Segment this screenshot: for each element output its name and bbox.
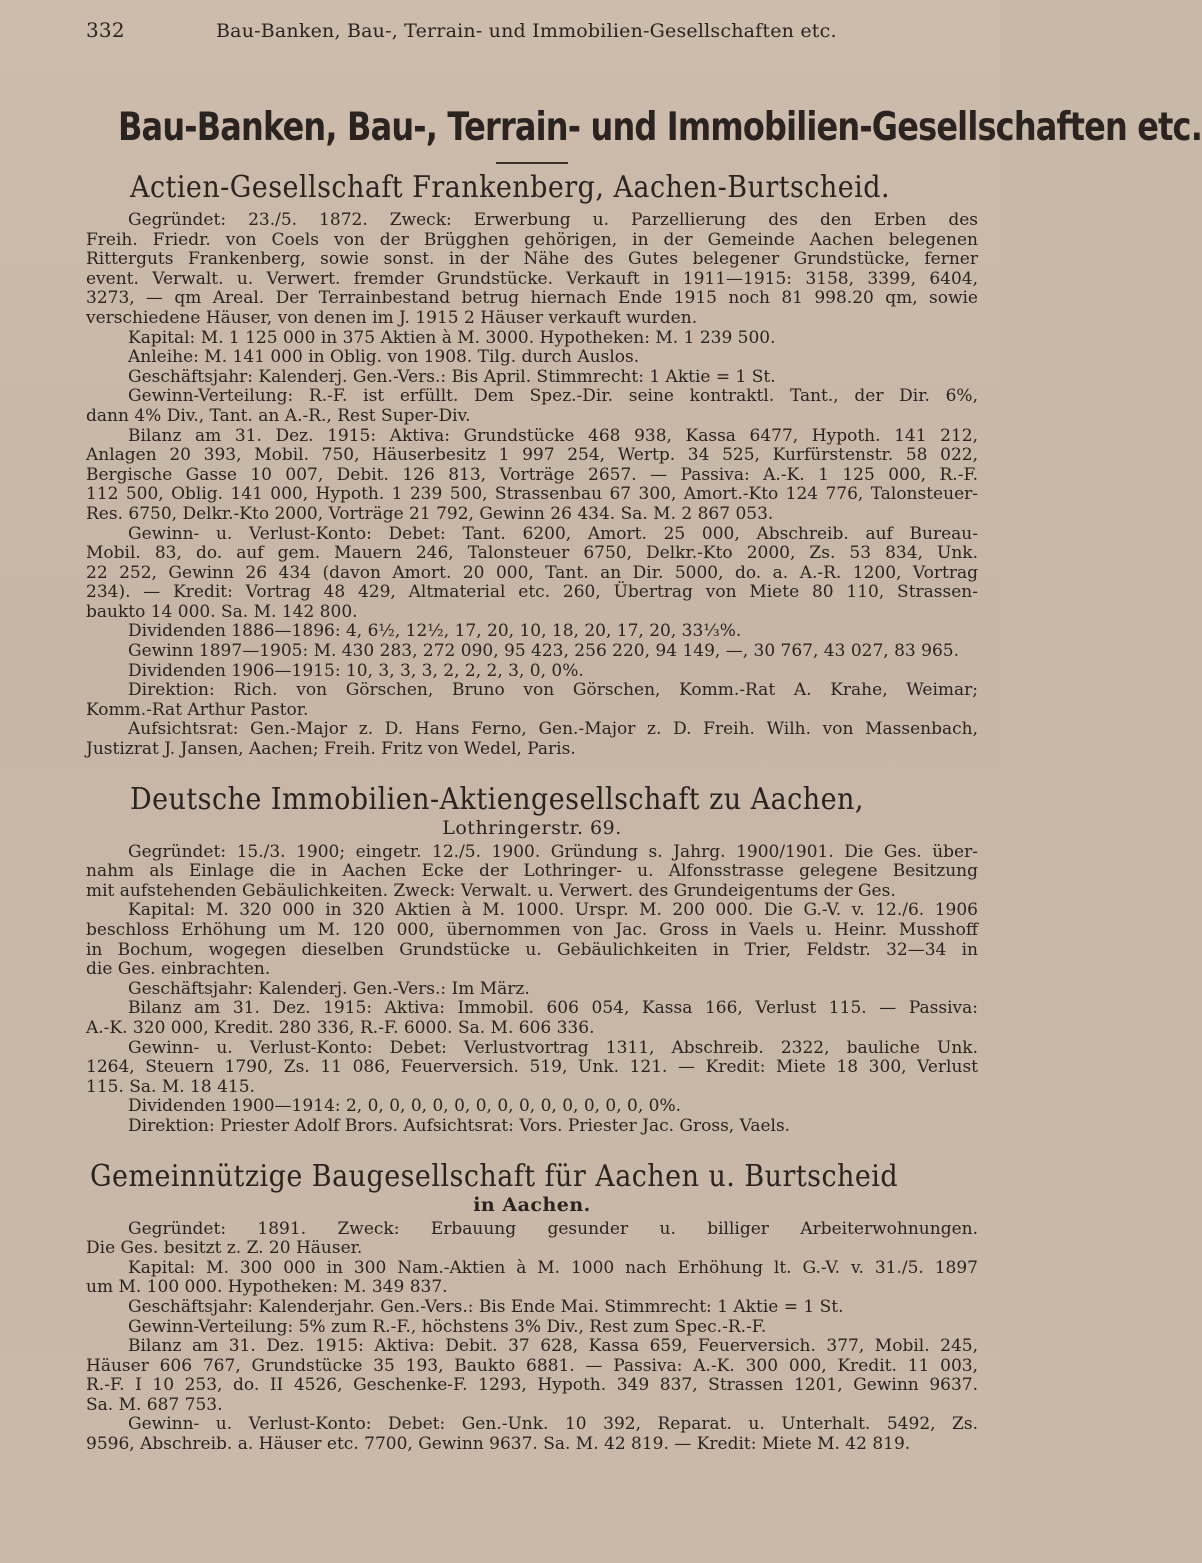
section-title: Bau-Banken, Bau-, Terrain- und Immobilien-Gesellschaften etc. xyxy=(118,105,1202,150)
text-line: 9596, Abschreib. a. Häuser etc. 7700, Gewinn 9637. Sa. M. 42 819. — Kredit: Miete M. 42 819. xyxy=(86,1434,911,1455)
text-line: baukto 14 000. Sa. M. 142 800. xyxy=(86,601,358,622)
text-line: Gewinn- u. Verlust-Konto: Debet: Tant. 6200, Amort. 25 000, Abschreib. auf Bureau- xyxy=(128,523,978,544)
text-line: beschloss Erhöhung um M. 120 000, übernommen von Jac. Gross in Vaels u. Heinr. Musshoff xyxy=(86,920,978,940)
text-line: Gegründet: 15./3. 1900; eingetr. 12./5. 1900. Gründung s. Jahrg. 1900/1901. Die Ges. über- xyxy=(128,841,978,862)
running-header xyxy=(86,18,978,48)
entry-frankenberg xyxy=(86,170,978,760)
text-line: Kapital: M. 1 125 000 in 375 Aktien à M. 3000. Hypotheken: M. 1 239 500. xyxy=(128,327,776,348)
text-line: mit aufstehenden Gebäulichkeiten. Zweck: Verwalt. u. Verwert. des Grundeigentums der Ges. xyxy=(86,880,896,901)
entry-gemeinnuetzige xyxy=(86,1159,978,1455)
text-line: um M. 100 000. Hypotheken: M. 349 837. xyxy=(86,1277,448,1298)
entry-body xyxy=(86,843,978,1137)
text-line: Dividenden 1886—1896: 4, 6½, 12½, 17, 20, 10, 18, 20, 17, 20, 33⅓%. xyxy=(128,621,742,642)
text-line: Geschäftsjahr: Kalenderj. Gen.-Vers.: Bis April. Stimmrecht: 1 Aktie = 1 St. xyxy=(128,366,776,387)
entry-subtitle: Lothringerstr. 69. xyxy=(442,816,622,839)
text-line: event. Verwalt. u. Verwert. fremder Grundstücke. Verkauft in 1911—1915: 3158, 3399, 6404, xyxy=(86,268,978,289)
entry-title: Deutsche Immobilien-Aktiengesellschaft zu Aachen, xyxy=(130,781,864,817)
entry-subtitle: in Aachen. xyxy=(473,1193,591,1216)
text-line: in Bochum, wogegen dieselben Grundstücke u. Gebäulichkeiten in Trier, Feldstr. 32—34 in xyxy=(86,939,978,960)
text-line: Direktion: Priester Adolf Brors. Aufsichtsrat: Vors. Priester Jac. Gross, Vaels. xyxy=(128,1115,791,1136)
text-line: 112 500, Oblig. 141 000, Hypoth. 1 239 500, Strassenbau 67 300, Amort.-Kto 124 776, Talonsteuer- xyxy=(86,484,978,505)
text-line: Dividenden 1900—1914: 2, 0, 0, 0, 0, 0, 0, 0, 0, 0, 0, 0, 0, 0, 0%. xyxy=(128,1096,682,1117)
page-number: 332 xyxy=(86,18,125,42)
text-line: Dividenden 1906—1915: 10, 3, 3, 3, 2, 2, 2, 3, 0, 0%. xyxy=(128,660,584,681)
text-line: Geschäftsjahr: Kalenderj. Gen.-Vers.: Im März. xyxy=(128,978,530,999)
text-line: verschiedene Häuser, von denen im J. 1915 2 Häuser verkauft wurden. xyxy=(86,307,698,328)
text-line: Gewinn- u. Verlust-Konto: Debet: Verlustvortrag 1311, Abschreib. 2322, bauliche Unk. xyxy=(128,1037,978,1058)
text-line: Anlagen 20 393, Mobil. 750, Häuserbesitz 1 997 254, Wertp. 34 525, Kurfürstenstr. 58 022, xyxy=(86,445,978,466)
text-line: Die Ges. besitzt z. Z. 20 Häuser. xyxy=(86,1238,363,1259)
text-line: Bilanz am 31. Dez. 1915: Aktiva: Grundstücke 468 938, Kassa 6477, Hypoth. 141 212, xyxy=(128,425,978,446)
entry-body xyxy=(86,211,978,760)
text-line: 22 252, Gewinn 26 434 (davon Amort. 20 000, Tant. an Dir. 5000, do. a. A.-R. 1200, Vortrag xyxy=(86,562,978,583)
text-line: dann 4% Div., Tant. an A.-R., Rest Super-Div. xyxy=(86,405,471,426)
text-line: Gegründet: 23./5. 1872. Zweck: Erwerbung u. Parzellierung des den Erben des xyxy=(128,210,978,230)
text-line: Häuser 606 767, Grundstücke 35 193, Baukto 6881. — Passiva: A.-K. 300 000, Kredit. 11 003, xyxy=(86,1355,978,1376)
text-line: Ritterguts Frankenberg, sowie sonst. in der Nähe des Gutes belegener Grundstücke, ferner xyxy=(86,249,978,270)
text-line: Bilanz am 31. Dez. 1915: Aktiva: Immobil. 606 054, Kassa 166, Verlust 115. — Passiva: xyxy=(128,998,978,1019)
text-line: Kapital: M. 320 000 in 320 Aktien à M. 1000. Urspr. M. 200 000. Die G.-V. v. 12./6. 1906 xyxy=(128,900,978,921)
text-line: R.-F. I 10 253, do. II 4526, Geschenke-F. 1293, Hypoth. 349 837, Strassen 1201, Gewinn 9637. xyxy=(86,1375,978,1396)
text-line: Gewinn-Verteilung: R.-F. ist erfüllt. Dem Spez.-Dir. seine kontraktl. Tant., der Dir. 6%, xyxy=(128,386,978,407)
text-line: 3273, — qm Areal. Der Terrainbestand betrug hiernach Ende 1915 noch 81 998.20 qm, sowie xyxy=(86,288,978,309)
entry-title: Gemeinnützige Baugesellschaft für Aachen u. Burtscheid xyxy=(90,1158,899,1194)
text-line: Direktion: Rich. von Görschen, Bruno von Görschen, Komm.-Rat A. Krahe, Weimar; xyxy=(128,680,978,701)
text-line: Komm.-Rat Arthur Pastor. xyxy=(86,699,309,720)
text-line: Bergische Gasse 10 007, Debit. 126 813, Vorträge 2657. — Passiva: A.-K. 1 125 000, R.-F. xyxy=(86,464,978,485)
text-line: Sa. M. 687 753. xyxy=(86,1394,223,1415)
text-line: A.-K. 320 000, Kredit. 280 336, R.-F. 6000. Sa. M. 606 336. xyxy=(86,1017,595,1038)
text-line: Geschäftsjahr: Kalenderjahr. Gen.-Vers.: Bis Ende Mai. Stimmrecht: 1 Aktie = 1 St. xyxy=(128,1296,844,1317)
text-line: Res. 6750, Delkr.-Kto 2000, Vorträge 21 792, Gewinn 26 434. Sa. M. 2 867 053. xyxy=(86,503,774,524)
title-rule xyxy=(496,162,568,164)
text-line: 234). — Kredit: Vortrag 48 429, Altmaterial etc. 260, Übertrag von Miete 80 110, Strassen- xyxy=(86,582,978,603)
text-line: Justizrat J. Jansen, Aachen; Freih. Fritz von Wedel, Paris. xyxy=(86,739,576,760)
text-line: Mobil. 83, do. auf gem. Mauern 246, Talonsteuer 6750, Delkr.-Kto 2000, Zs. 53 834, Unk. xyxy=(86,543,978,564)
text-line: Gegründet: 1891. Zweck: Erbauung gesunder u. billiger Arbeiterwohnungen. xyxy=(128,1218,978,1239)
text-line: Gewinn 1897—1905: M. 430 283, 272 090, 95 423, 256 220, 94 149, —, 30 767, 43 027, 83 965. xyxy=(128,641,959,662)
text-line: 115. Sa. M. 18 415. xyxy=(86,1076,255,1097)
text-line: Gewinn- u. Verlust-Konto: Debet: Gen.-Unk. 10 392, Reparat. u. Unterhalt. 5492, Zs. xyxy=(128,1414,978,1435)
text-line: Bilanz am 31. Dez. 1915: Aktiva: Debit. 37 628, Kassa 659, Feuerversich. 377, Mobil. 245, xyxy=(128,1336,978,1357)
entry-title: Actien-Gesellschaft Frankenberg, Aachen-Burtscheid. xyxy=(130,170,890,205)
entry-deutsche-immobilien xyxy=(86,782,978,1137)
text-line: Aufsichtsrat: Gen.-Major z. D. Hans Ferno, Gen.-Major z. D. Freih. Wilh. von Massenbach, xyxy=(128,719,978,740)
text-line: Freih. Friedr. von Coels von der Brügghen gehörigen, in der Gemeinde Aachen belegenen xyxy=(86,229,978,250)
running-title: Bau-Banken, Bau-, Terrain- und Immobilien-Gesellschaften etc. xyxy=(216,20,837,42)
text-line: die Ges. einbrachten. xyxy=(86,959,271,980)
text-line: Anleihe: M. 141 000 in Oblig. von 1908. Tilg. durch Auslos. xyxy=(128,347,640,368)
text-line: Gewinn-Verteilung: 5% zum R.-F., höchstens 3% Div., Rest zum Spec.-R.-F. xyxy=(128,1316,767,1337)
text-line: Kapital: M. 300 000 in 300 Nam.-Aktien à M. 1000 nach Erhöhung lt. G.-V. v. 31./5. 1897 xyxy=(128,1257,978,1278)
text-line: 1264, Steuern 1790, Zs. 11 086, Feuerversich. 519, Unk. 121. — Kredit: Miete 18 300, Verlust xyxy=(86,1057,978,1078)
text-line: nahm als Einlage die in Aachen Ecke der Lothringer- u. Alfonsstrasse gelegene Besitzung xyxy=(86,861,978,882)
entry-body xyxy=(86,1220,978,1455)
